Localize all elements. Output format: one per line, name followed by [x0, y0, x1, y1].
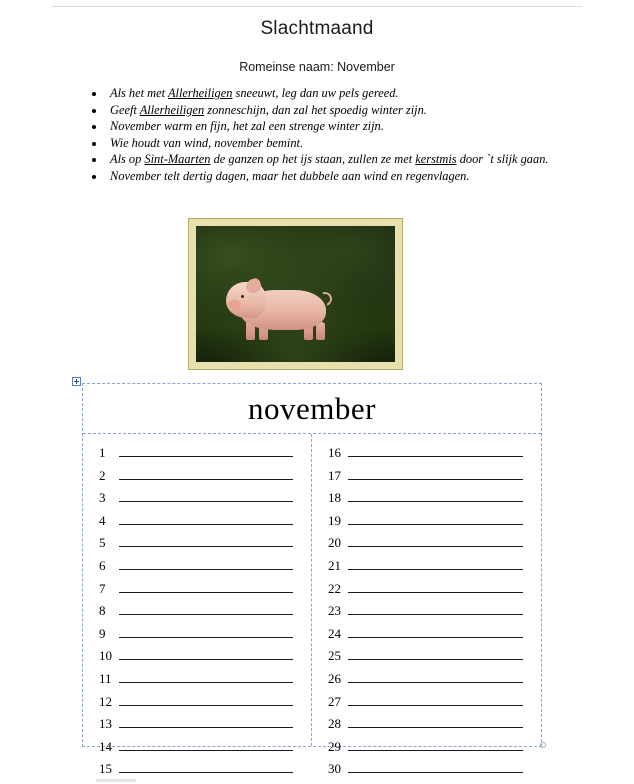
day-entry-line[interactable]: [119, 759, 293, 773]
table-row[interactable]: [328, 601, 523, 624]
list-item: [106, 86, 586, 102]
day-number: 20: [328, 535, 341, 551]
table-row[interactable]: [328, 443, 523, 466]
day-entry-line[interactable]: [348, 646, 523, 660]
table-row[interactable]: [99, 488, 293, 511]
table-row[interactable]: [328, 759, 523, 782]
calendar-table[interactable]: [82, 383, 542, 777]
pig-head: [226, 282, 266, 318]
proverb-text-4: Wie houdt van wind, november bemint.: [110, 135, 304, 150]
table-row[interactable]: [99, 624, 293, 647]
day-number: 26: [328, 670, 341, 686]
day-entry-line[interactable]: [348, 466, 523, 480]
pig-eye: [241, 295, 244, 298]
day-number: 2: [99, 467, 106, 483]
day-entry-line[interactable]: [119, 692, 293, 706]
day-entry-line[interactable]: [348, 443, 523, 457]
day-number: 23: [328, 603, 341, 619]
day-entry-line[interactable]: [119, 511, 293, 525]
calendar-column-right: [312, 434, 541, 777]
calendar-title: november: [248, 390, 376, 426]
table-row[interactable]: [328, 488, 523, 511]
day-entry-line[interactable]: [348, 759, 523, 773]
day-number: 11: [99, 670, 112, 686]
day-number: 24: [328, 625, 341, 641]
day-number: 22: [328, 580, 341, 596]
day-entry-line[interactable]: [119, 646, 293, 660]
table-row[interactable]: [328, 466, 523, 489]
day-number: 7: [99, 580, 106, 596]
table-row[interactable]: [328, 692, 523, 715]
proverb-text-5: Als op Sint-Maarten de ganzen op het ijs staan, zullen ze met kerstmis door `t slijk gaan.: [110, 152, 549, 167]
proverb-list: [88, 86, 586, 186]
day-number: 28: [328, 716, 341, 732]
table-row[interactable]: [99, 443, 293, 466]
day-entry-line[interactable]: [119, 443, 293, 457]
pig-photo-inner: [196, 226, 395, 362]
day-entry-line[interactable]: [348, 533, 523, 547]
day-entry-line[interactable]: [348, 556, 523, 570]
day-number: 13: [99, 716, 112, 732]
day-entry-line[interactable]: [119, 714, 293, 728]
table-resize-handle[interactable]: [540, 742, 546, 748]
day-number: 3: [99, 490, 106, 506]
day-entry-line[interactable]: [119, 488, 293, 502]
list-item: [106, 136, 586, 152]
table-row[interactable]: [99, 533, 293, 556]
table-row[interactable]: [328, 737, 523, 760]
day-entry-line[interactable]: [348, 601, 523, 615]
table-row[interactable]: [328, 624, 523, 647]
day-entry-line[interactable]: [348, 714, 523, 728]
day-entry-line[interactable]: [119, 624, 293, 638]
list-item: [106, 169, 586, 185]
day-number: 5: [99, 535, 106, 551]
day-entry-line[interactable]: [348, 692, 523, 706]
day-number: 10: [99, 648, 112, 664]
table-row[interactable]: [99, 646, 293, 669]
day-entry-line[interactable]: [348, 511, 523, 525]
day-number: 16: [328, 445, 341, 460]
table-row[interactable]: [99, 714, 293, 737]
table-row[interactable]: [328, 714, 523, 737]
day-number: 1: [99, 445, 106, 460]
proverb-text-6: November telt dertig dagen, maar het dubbele aan wind en regenvlagen.: [110, 168, 470, 183]
table-row[interactable]: [328, 579, 523, 602]
list-item: [106, 119, 586, 135]
proverb-text-3: November warm en fijn, het zal een strenge winter zijn.: [110, 119, 384, 134]
day-number: 14: [99, 738, 112, 754]
day-entry-line[interactable]: [348, 737, 523, 751]
day-number: 4: [99, 512, 106, 528]
table-row[interactable]: [99, 556, 293, 579]
calendar-column-left: [83, 434, 312, 777]
table-row[interactable]: [99, 511, 293, 534]
page-top-divider: [52, 6, 582, 7]
day-entry-line[interactable]: [119, 556, 293, 570]
proverb-text-2: Geeft Allerheiligen zonneschijn, dan zal het spoedig winter zijn.: [110, 102, 427, 117]
day-entry-line[interactable]: [119, 737, 293, 751]
calendar-title-cell: [83, 384, 541, 434]
day-entry-line[interactable]: [119, 601, 293, 615]
table-row[interactable]: [328, 669, 523, 692]
table-row[interactable]: [99, 466, 293, 489]
day-number: 19: [328, 512, 341, 528]
day-entry-line[interactable]: [119, 533, 293, 547]
day-entry-line[interactable]: [119, 669, 293, 683]
day-entry-line[interactable]: [119, 466, 293, 480]
day-number: 15: [99, 761, 112, 777]
list-item: [106, 103, 586, 119]
page-subtitle: Romeinse naam: November: [239, 60, 395, 74]
pig-illustration: [226, 282, 338, 340]
day-entry-line[interactable]: [348, 669, 523, 683]
table-row[interactable]: [99, 692, 293, 715]
table-row[interactable]: [328, 511, 523, 534]
page-title: Slachtmaand: [260, 18, 374, 39]
table-row[interactable]: [99, 601, 293, 624]
proverb-text-1: Als het met Allerheiligen sneeuwt, leg dan uw pels gereed.: [110, 86, 399, 100]
day-number: 29: [328, 738, 341, 754]
day-number: 21: [328, 557, 341, 573]
table-row[interactable]: [99, 669, 293, 692]
table-move-handle[interactable]: [72, 377, 81, 386]
day-number: 18: [328, 490, 341, 506]
day-number: 8: [99, 603, 106, 619]
day-number: 17: [328, 467, 341, 483]
pig-photo: [188, 218, 403, 370]
list-item: [106, 152, 586, 168]
table-row[interactable]: [99, 737, 293, 760]
page-bottom-marker: [96, 779, 136, 782]
day-number: 27: [328, 693, 341, 709]
day-number: 9: [99, 625, 106, 641]
day-entry-line[interactable]: [348, 579, 523, 593]
pig-snout: [228, 300, 241, 310]
day-number: 25: [328, 648, 341, 664]
day-number: 6: [99, 557, 106, 573]
day-number: 30: [328, 761, 341, 777]
day-entry-line[interactable]: [348, 488, 523, 502]
table-row[interactable]: [99, 579, 293, 602]
table-row[interactable]: [328, 556, 523, 579]
table-row[interactable]: [328, 533, 523, 556]
table-row[interactable]: [328, 646, 523, 669]
calendar-columns: [83, 434, 541, 777]
day-entry-line[interactable]: [119, 579, 293, 593]
day-entry-line[interactable]: [348, 624, 523, 638]
day-number: 12: [99, 693, 112, 709]
